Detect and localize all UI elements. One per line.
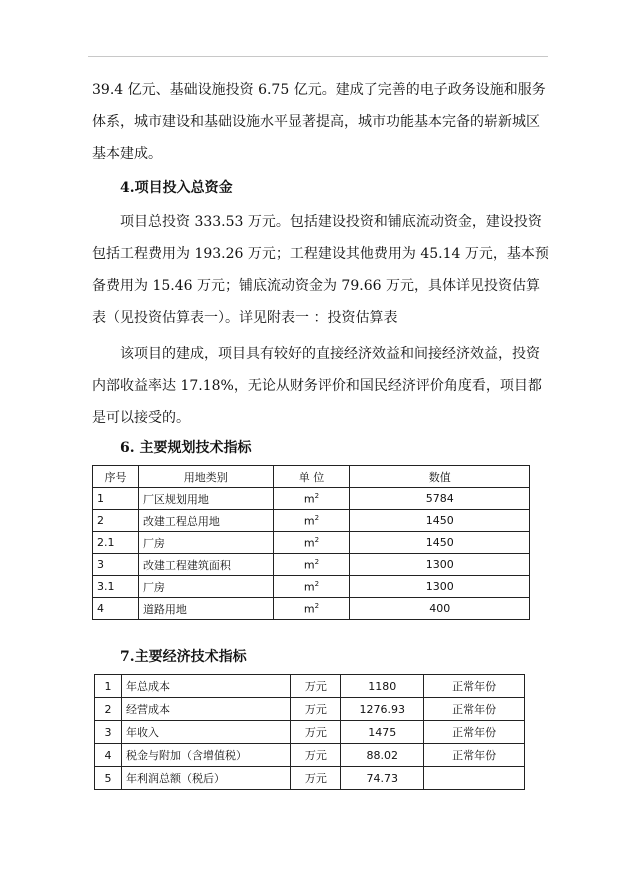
unit-superscript: 2 — [314, 491, 320, 500]
unit-superscript: 2 — [314, 535, 320, 544]
table-row — [95, 698, 525, 721]
heading-planning-indicators: 6. 主要规划技术指标 — [120, 440, 252, 456]
unit-base: m — [303, 514, 315, 528]
indicator-name: 年总成本 — [121, 675, 291, 698]
land-category: 厂房 — [138, 576, 273, 598]
unit-superscript: 2 — [314, 601, 320, 610]
table-row — [95, 744, 525, 767]
table-row — [93, 532, 530, 554]
land-category: 道路用地 — [138, 598, 273, 620]
unit-cell — [273, 488, 350, 510]
note-cell: 正常年份 — [424, 721, 525, 744]
row-number: 1 — [93, 488, 139, 510]
row-number: 5 — [95, 767, 122, 790]
table-row — [93, 598, 530, 620]
row-number: 1 — [95, 675, 122, 698]
value-cell: 1450 — [350, 532, 530, 554]
value-cell: 1475 — [341, 721, 424, 744]
value-cell: 1300 — [350, 554, 530, 576]
unit-superscript: 2 — [314, 579, 320, 588]
unit-cell: 万元 — [291, 767, 341, 790]
land-category: 改建工程总用地 — [138, 510, 273, 532]
value-cell: 88.02 — [341, 744, 424, 767]
unit-superscript: 2 — [314, 513, 320, 522]
unit-base: m — [303, 558, 315, 572]
table-header-row — [93, 466, 530, 488]
row-number: 3.1 — [93, 576, 139, 598]
indicator-name: 税金与附加（含增值税） — [121, 744, 291, 767]
table-row — [93, 576, 530, 598]
table-row — [95, 675, 525, 698]
unit-cell: 万元 — [291, 721, 341, 744]
land-category: 厂区规划用地 — [138, 488, 273, 510]
land-category: 厂房 — [138, 532, 273, 554]
unit-cell — [273, 576, 350, 598]
unit-cell — [273, 598, 350, 620]
header-rule — [88, 56, 548, 57]
indicator-name: 年利润总额（税后） — [121, 767, 291, 790]
unit-base: m — [303, 492, 315, 506]
note-cell: 正常年份 — [424, 744, 525, 767]
row-number: 2.1 — [93, 532, 139, 554]
unit-superscript: 2 — [314, 557, 320, 566]
value-cell: 5784 — [350, 488, 530, 510]
column-header: 序号 — [93, 466, 139, 488]
heading-economic-indicators: 7.主要经济技术指标 — [120, 649, 247, 665]
unit-cell: 万元 — [291, 698, 341, 721]
planning-indicators-table — [92, 465, 530, 620]
value-cell: 74.73 — [341, 767, 424, 790]
paragraph-benefit: 该项目的建成，项目具有较好的直接经济效益和间接经济效益，投资内部收益率达 17.18%，无论从财务评价和国民经济评价角度看，项目都是可以接受的。 — [92, 346, 542, 426]
column-header: 单 位 — [273, 466, 350, 488]
note-cell: 正常年份 — [424, 698, 525, 721]
table-row — [93, 488, 530, 510]
unit-cell — [273, 554, 350, 576]
row-number: 4 — [95, 744, 122, 767]
land-category: 改建工程建筑面积 — [138, 554, 273, 576]
value-cell: 1300 — [350, 576, 530, 598]
row-number: 3 — [95, 721, 122, 744]
value-cell: 1276.93 — [341, 698, 424, 721]
unit-base: m — [303, 580, 315, 594]
row-number: 2 — [93, 510, 139, 532]
economic-indicators-table — [94, 674, 525, 790]
heading-investment: 4.项目投入总资金 — [120, 180, 233, 196]
unit-cell — [273, 532, 350, 554]
value-cell: 1450 — [350, 510, 530, 532]
table-row — [95, 767, 525, 790]
indicator-name: 经营成本 — [121, 698, 291, 721]
column-header: 用地类别 — [138, 466, 273, 488]
note-cell — [424, 767, 525, 790]
row-number: 4 — [93, 598, 139, 620]
unit-cell — [273, 510, 350, 532]
value-cell: 1180 — [341, 675, 424, 698]
table-row — [93, 510, 530, 532]
value-cell: 400 — [350, 598, 530, 620]
paragraph-total-investment: 项目总投资 333.53 万元。包括建设投资和铺底流动资金，建设投资包括工程费用为 193.26 万元；工程建设其他费用为 45.14 万元，基本预备费用为 15.46 万元；铺底流动资金为 79.66 万元，具体详见投资估算表（见投资估算表一）。详见附表一 ：投资估算表 — [92, 214, 549, 326]
unit-cell: 万元 — [291, 675, 341, 698]
row-number: 3 — [93, 554, 139, 576]
row-number: 2 — [95, 698, 122, 721]
unit-cell: 万元 — [291, 744, 341, 767]
paragraph-infrastructure: 39.4 亿元、基础设施投资 6.75 亿元。建成了完善的电子政务设施和服务体系，城市建设和基础设施水平显著提高，城市功能基本完备的崭新城区基本建成。 — [92, 82, 546, 162]
unit-base: m — [303, 536, 315, 550]
table-row — [93, 554, 530, 576]
table-row — [95, 721, 525, 744]
indicator-name: 年收入 — [121, 721, 291, 744]
unit-base: m — [303, 602, 315, 616]
column-header: 数值 — [350, 466, 530, 488]
note-cell: 正常年份 — [424, 675, 525, 698]
